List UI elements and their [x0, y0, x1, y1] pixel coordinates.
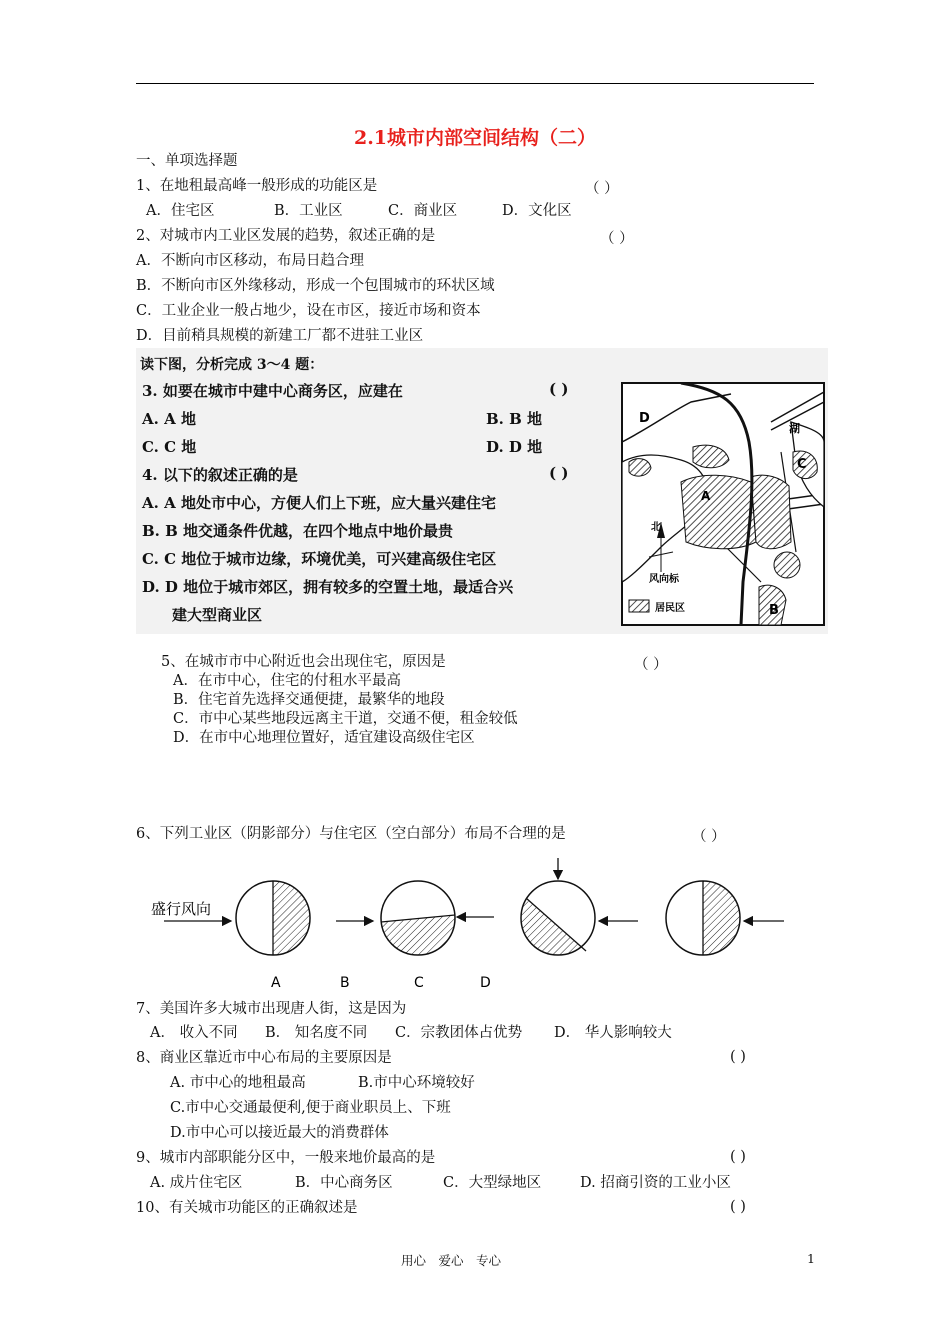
q3-option-b: B. B 地	[486, 410, 543, 428]
q2-option-b: B．不断向市区外缘移动，形成一个包围城市的环状区域	[136, 278, 495, 294]
q8-option-b: B.市中心环境较好	[358, 1075, 475, 1091]
q4-option-d: D. D 地位于城市郊区，拥有较多的空置土地，最适合兴	[142, 578, 514, 596]
page-number: 1	[807, 1251, 815, 1266]
q3-answer-paren: ( )	[549, 380, 569, 398]
q8-answer-paren: ( )	[730, 1049, 746, 1065]
q8-option-d: D.市中心可以接近最大的消费群体	[170, 1125, 389, 1141]
q7-option-b: B． 知名度不同	[265, 1025, 368, 1041]
section-heading: 一、单项选择题	[136, 153, 238, 169]
footer-motto: 用心 爱心 专心	[401, 1253, 502, 1268]
q7-option-d: D． 华人影响较大	[554, 1025, 672, 1041]
q10-answer-paren: ( )	[730, 1199, 746, 1215]
q4-option-b: B. B 地交通条件优越，在四个地点中地价最贵	[142, 522, 454, 540]
q9-stem: 9、城市内部职能分区中，一般来地价最高的是	[136, 1150, 436, 1166]
q2-stem: 2、对城市内工业区发展的趋势，叙述正确的是	[136, 228, 436, 244]
q6-stem: 6、下列工业区（阴影部分）与住宅区（空白部分）布局不合理的是	[136, 826, 566, 842]
q4-option-d-cont: 建大型商业区	[172, 606, 263, 624]
q6-layout-diagram	[136, 855, 814, 995]
q4-option-c: C. C 地位于城市边缘，环境优美，可兴建高级住宅区	[142, 550, 497, 568]
q1-option-d: D．文化区	[502, 203, 572, 219]
map-label-b: B	[769, 603, 779, 618]
map-label-wind-vane: 风向标	[649, 574, 679, 585]
q5-option-c: C．市中心某些地段远离主干道，交通不便，租金较低	[173, 711, 518, 727]
q7-stem: 7、美国许多大城市出现唐人街，这是因为	[136, 1001, 407, 1017]
q2-option-c: C．工业企业一般占地少，设在市区，接近市场和资本	[136, 303, 481, 319]
q7-option-a: A． 收入不同	[150, 1025, 238, 1041]
diagram-label-b: B	[340, 975, 350, 991]
q1-option-c: C．商业区	[388, 203, 458, 219]
q8-stem: 8、商业区靠近市中心布局的主要原因是	[136, 1050, 392, 1066]
q8-option-a: A. 市中心的地租最高	[170, 1075, 306, 1091]
map-label-north: 北	[651, 522, 661, 533]
wind-direction-label: 盛行风向	[151, 900, 212, 918]
q3-stem: 3. 如要在城市中建中心商务区，应建在	[142, 382, 403, 400]
city-map-figure	[621, 382, 825, 626]
q4-answer-paren: ( )	[549, 464, 569, 482]
scan-intro: 读下图，分析完成 3～4 题：	[140, 357, 324, 373]
q6-answer-paren: （ ）	[692, 829, 726, 845]
q1-option-b: B．工业区	[274, 203, 343, 219]
q3-option-c: C. C 地	[142, 438, 197, 456]
q8-option-c: C.市中心交通最便利,便于商业职员上、下班	[170, 1100, 451, 1116]
q3-option-d: D. D 地	[486, 438, 543, 456]
diagram-label-c: C	[414, 975, 424, 991]
q5-option-a: A．在市中心，住宅的付租水平最高	[173, 673, 401, 689]
q9-option-c: C．大型绿地区	[443, 1175, 542, 1191]
map-legend-residential: 居民区	[655, 603, 685, 614]
q3-option-a: A. A 地	[142, 410, 196, 428]
page-title: 2.1城市内部空间结构（二）	[353, 127, 597, 149]
q4-stem: 4. 以下的叙述正确的是	[142, 466, 298, 484]
q1-stem: 1、在地租最高峰一般形成的功能区是	[136, 178, 378, 194]
map-label-d: D	[639, 411, 650, 426]
q5-option-b: B．住宅首先选择交通便捷，最繁华的地段	[173, 692, 445, 708]
map-label-c: C	[797, 457, 807, 472]
diagram-label-a: A	[271, 975, 281, 991]
q5-stem: 5、在城市市中心附近也会出现住宅，原因是	[161, 654, 446, 670]
q10-stem: 10、有关城市功能区的正确叙述是	[136, 1200, 358, 1216]
diagram-label-d: D	[480, 975, 491, 991]
q7-option-c: C．宗教团体占优势	[395, 1025, 523, 1041]
q2-option-a: A．不断向市区移动，布局日趋合理	[136, 253, 364, 269]
q5-answer-paren: （ ）	[634, 657, 668, 673]
q2-option-d: D．目前稍具规模的新建工厂都不进驻工业区	[136, 328, 424, 344]
q9-option-d: D. 招商引资的工业小区	[580, 1175, 731, 1191]
residential-area	[681, 475, 756, 549]
map-label-lake: 湖	[789, 422, 800, 435]
q9-option-a: A. 成片住宅区	[150, 1175, 243, 1191]
q1-option-a: A．住宅区	[146, 203, 215, 219]
map-label-a: A	[701, 489, 711, 503]
legend-swatch	[629, 600, 649, 612]
q4-option-a: A. A 地处市中心，方便人们上下班，应大量兴建住宅	[142, 494, 496, 512]
q9-answer-paren: ( )	[730, 1149, 746, 1165]
residential-area	[774, 552, 800, 578]
residential-area	[629, 459, 651, 476]
residential-area	[751, 475, 791, 549]
header-rule	[136, 83, 814, 84]
q9-option-b: B．中心商务区	[295, 1175, 393, 1191]
q2-answer-paren: （ ）	[600, 231, 634, 247]
q5-option-d: D．在市中心地理位置好，适宜建设高级住宅区	[173, 730, 475, 746]
q1-answer-paren: （ ）	[585, 181, 619, 197]
